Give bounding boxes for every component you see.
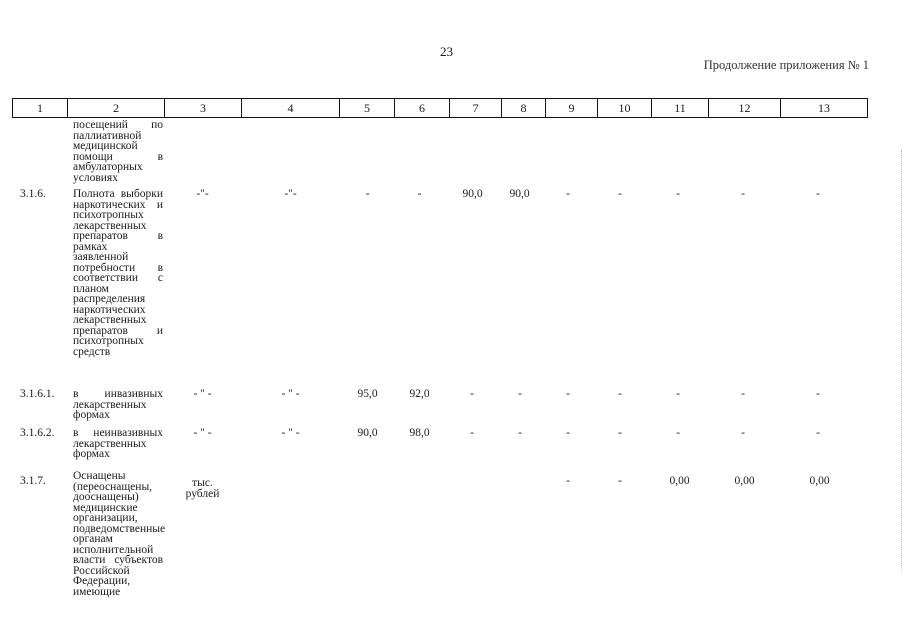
header-col-8: 8 [502,99,546,118]
cell-col-7: 90,0 [462,188,483,200]
cell-col-11: - [676,388,680,400]
cell-col-4: - " - [281,427,300,439]
header-col-4: 4 [242,99,340,118]
cell-col-3: - " - [193,388,212,400]
cell-col-3: тыс. рублей [185,477,220,500]
page-number: 23 [440,44,453,59]
continuation-label: Продолжение приложения № 1 [703,58,869,72]
cell-col-4: - " - [281,388,300,400]
header-col-11: 11 [652,99,709,118]
header-col-5: 5 [340,99,395,118]
cell-col-9: - [566,188,570,200]
header-col-12: 12 [709,99,781,118]
cell-col-13: 0,00 [809,475,830,487]
cell-col-4: -"- [284,188,297,200]
cell-col-12: 0,00 [734,475,755,487]
cell-col-8: - [518,427,522,439]
cell-col-11: 0,00 [669,475,690,487]
cell-col-12: - [741,188,745,200]
cell-col-10: - [618,427,622,439]
cell-col-7: - [470,427,474,439]
header-col-7: 7 [450,99,502,118]
cell-col-5: 90,0 [357,427,378,439]
cell-col-7: - [470,388,474,400]
cell-col-8: - [518,388,522,400]
row-number: 3.1.7. [20,475,46,487]
header-col-13: 13 [781,99,868,118]
row-description: посещений по паллиативной медицинской помощи в амбулаторных условиях [73,119,163,184]
row-description: в неинвазивных лекарственных формах [73,427,163,460]
cell-col-10: - [618,475,622,487]
row-description: Оснащены (переоснащены, дооснащены) медицинские организации, подведомственные органам исполнительной власти субъектов Российской Федерации, имеющие [73,470,166,598]
cell-col-12: - [741,427,745,439]
row-number: 3.1.6.1. [20,388,55,400]
table-header [12,98,868,118]
cell-col-9: - [566,427,570,439]
cell-col-6: 92,0 [409,388,430,400]
row-number: 3.1.6.2. [20,427,55,439]
cell-col-3: -"- [196,188,209,200]
cell-col-6: - [417,188,422,200]
cell-col-13: - [816,188,820,200]
cell-col-12: - [741,388,745,400]
header-col-9: 9 [546,99,598,118]
cell-col-13: - [816,388,820,400]
cell-col-3: - " - [193,427,212,439]
header-col-6: 6 [395,99,450,118]
cell-col-9: - [566,475,570,487]
header-col-1: 1 [13,99,68,118]
cell-col-5: 95,0 [357,388,378,400]
row-description: в инвазивных лекарственных формах [73,388,163,421]
header-col-2: 2 [68,99,165,118]
header-col-3: 3 [165,99,242,118]
header-col-10: 10 [598,99,652,118]
cell-col-9: - [566,388,570,400]
scan-edge-mark [900,150,902,570]
cell-col-10: - [618,188,622,200]
cell-col-6: 98,0 [409,427,430,439]
row-description: Полнота выборки наркотических и психотропных лекарственных препаратов в рамках заявленной потребности в соответствии с планом распределения наркотических лекарственных препаратов и психотропных средств [73,188,163,358]
cell-col-8: 90,0 [509,188,530,200]
cell-col-10: - [618,388,622,400]
row-number: 3.1.6. [20,188,46,200]
cell-col-11: - [676,427,680,439]
cell-col-5: - [365,188,370,200]
cell-col-11: - [676,188,680,200]
cell-col-13: - [816,427,820,439]
